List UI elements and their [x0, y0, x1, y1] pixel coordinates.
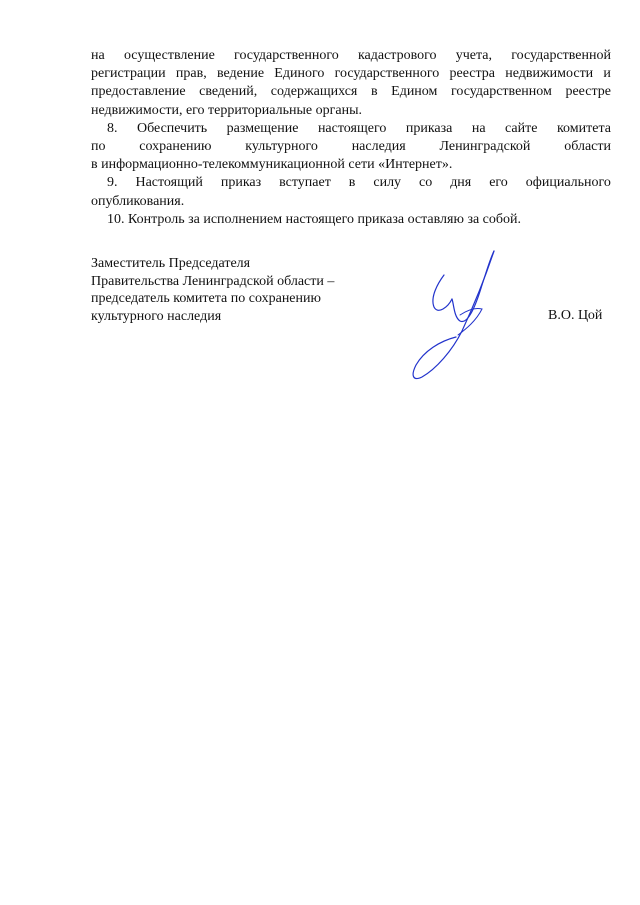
signature-stroke: [413, 251, 494, 379]
word: приказ: [220, 175, 262, 191]
word: комитета: [556, 120, 611, 136]
word: прав,: [175, 66, 207, 82]
paragraph-line: опубликования.: [91, 193, 185, 209]
word: на: [91, 48, 105, 63]
word: государственном: [450, 84, 552, 100]
paragraph-line: [91, 138, 611, 156]
word: настоящего: [317, 120, 387, 136]
word: ведение: [216, 66, 265, 82]
word: недвижимости: [505, 66, 594, 82]
paragraph-line: [91, 83, 611, 101]
word: в: [370, 84, 378, 100]
document-body: [91, 47, 611, 229]
signatory-title: [91, 255, 334, 325]
paragraph-line: недвижимости, его территориальные органы.: [91, 102, 362, 118]
word: Обеспечить: [136, 120, 208, 136]
word: дня: [450, 175, 472, 191]
word: области: [564, 138, 611, 154]
word: кадастрового: [357, 48, 437, 63]
word: приказа: [405, 120, 453, 136]
signatory-title-line: председатель комитета по сохранению: [91, 291, 321, 306]
word: реестре: [565, 84, 611, 100]
word: культурного: [245, 138, 318, 154]
paragraph-line: [91, 47, 611, 65]
word: учета,: [455, 48, 492, 63]
word: осуществление: [123, 48, 215, 63]
word: размещение: [226, 120, 299, 136]
signature-stroke: [433, 275, 452, 310]
word: Ленинградской: [439, 138, 531, 154]
word: со: [419, 175, 433, 191]
word: 8.: [107, 120, 118, 136]
signer-name: В.О. Цой: [548, 308, 603, 323]
word: государственного: [234, 48, 339, 63]
paragraph-line: [91, 174, 611, 192]
signatory-title-line: культурного наследия: [91, 308, 222, 324]
word: вступает: [279, 175, 331, 191]
word: государственной: [511, 48, 611, 63]
word: сохранению: [139, 138, 212, 154]
word: на: [471, 120, 486, 136]
paragraph-line: в информационно-телекоммуникационной сети «Интернет».: [91, 157, 453, 173]
word: силу: [373, 175, 402, 191]
word: Едином: [391, 84, 438, 100]
word: официального: [525, 175, 611, 191]
signatory-title-line: Правительства Ленинградской области –: [91, 273, 335, 289]
word: сайте: [505, 120, 538, 136]
word: сведений,: [199, 84, 258, 100]
paragraph-line: [91, 120, 611, 138]
paragraph-line: [91, 65, 611, 83]
word: по: [91, 138, 106, 154]
word: содержащихся: [270, 84, 358, 100]
word: предоставление: [91, 84, 186, 100]
word: и: [603, 66, 611, 82]
word: в: [348, 175, 356, 191]
word: наследия: [351, 138, 406, 154]
signatory-title-line: Заместитель Председателя: [91, 256, 251, 271]
word: Единого: [274, 66, 325, 82]
signature-stroke: [452, 251, 494, 322]
handwritten-signature: [400, 245, 510, 385]
word: 9.: [107, 175, 118, 191]
word: Настоящий: [135, 175, 203, 191]
word: государственного: [334, 66, 440, 82]
word: его: [489, 175, 508, 191]
word: регистрации: [91, 66, 166, 82]
paragraph-line: 10. Контроль за исполнением настоящего приказа оставляю за собой.: [107, 211, 522, 227]
word: реестра: [449, 66, 495, 82]
